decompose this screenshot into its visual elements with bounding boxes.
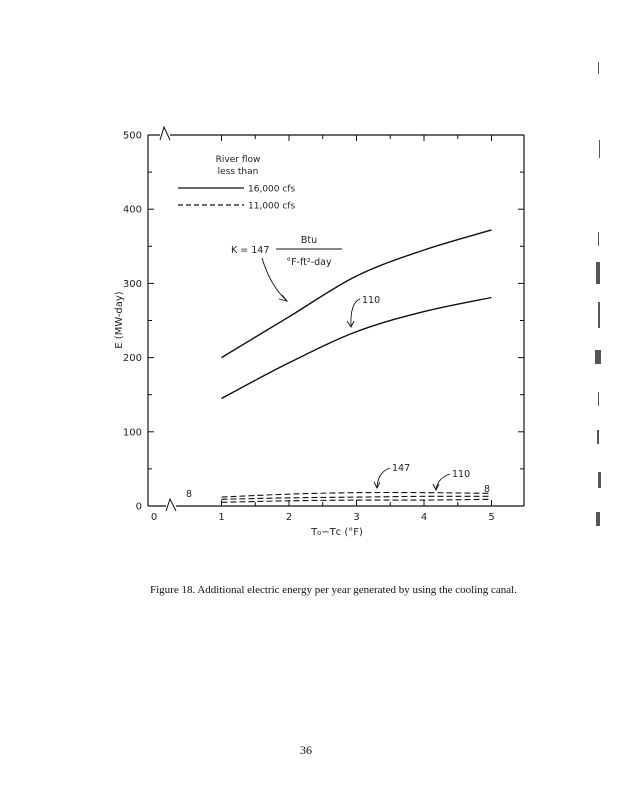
page-number: 36 (300, 743, 312, 757)
series-group (222, 230, 492, 502)
x-tick-label: 1 (218, 512, 225, 523)
legend-label: 16,000 cfs (248, 184, 296, 195)
x-tick-label: 3 (353, 512, 360, 523)
top-axis-break-mark (160, 127, 170, 140)
equation-pointer (262, 258, 286, 300)
plot-area (148, 127, 524, 511)
x-tick-label: 5 (488, 512, 495, 523)
legend-label: 11,000 cfs (248, 201, 296, 212)
equation-numerator: Btu (300, 235, 318, 246)
y-tick-label: 200 (122, 353, 142, 365)
annotations (186, 235, 490, 500)
label-147-dashed: 147 (392, 463, 411, 474)
y-tick-label: 300 (122, 278, 142, 290)
y-tick-label: 0 (135, 501, 142, 513)
legend-title-line2: less than (217, 167, 259, 177)
y-axis-title: E (MW-day) (114, 291, 125, 349)
figure-caption: Figure 18. Additional electric energy per year generated by using the cooling canal. (150, 584, 517, 596)
x-tick-label: 0 (150, 512, 158, 523)
equation-lhs: K = 147 (231, 245, 270, 256)
label-110-solid: 110 (362, 295, 381, 306)
y-tick-label: 100 (122, 427, 142, 439)
label-110-dashed: 110 (452, 469, 471, 480)
equation-pointer-arrowhead (279, 295, 287, 301)
label-110-pointer (351, 299, 360, 326)
x-tick-label: 2 (285, 512, 293, 523)
y-tick-label: 400 (122, 204, 142, 216)
series-line-dashed-3 (222, 496, 492, 499)
x-axis-title: T₀−Tᴄ (°F) (311, 527, 363, 538)
legend (178, 155, 295, 212)
equation-denominator: °F-ft²-day (286, 257, 332, 268)
legend-title-line1: River flow (215, 155, 261, 165)
y-tick-label: 500 (122, 130, 142, 142)
label-8-right: 8 (484, 484, 491, 495)
x-axis-break-mark (166, 499, 176, 511)
x-tick-label: 4 (420, 512, 428, 523)
label-8-left: 8 (186, 489, 193, 500)
series-line-solid-1 (222, 297, 492, 398)
